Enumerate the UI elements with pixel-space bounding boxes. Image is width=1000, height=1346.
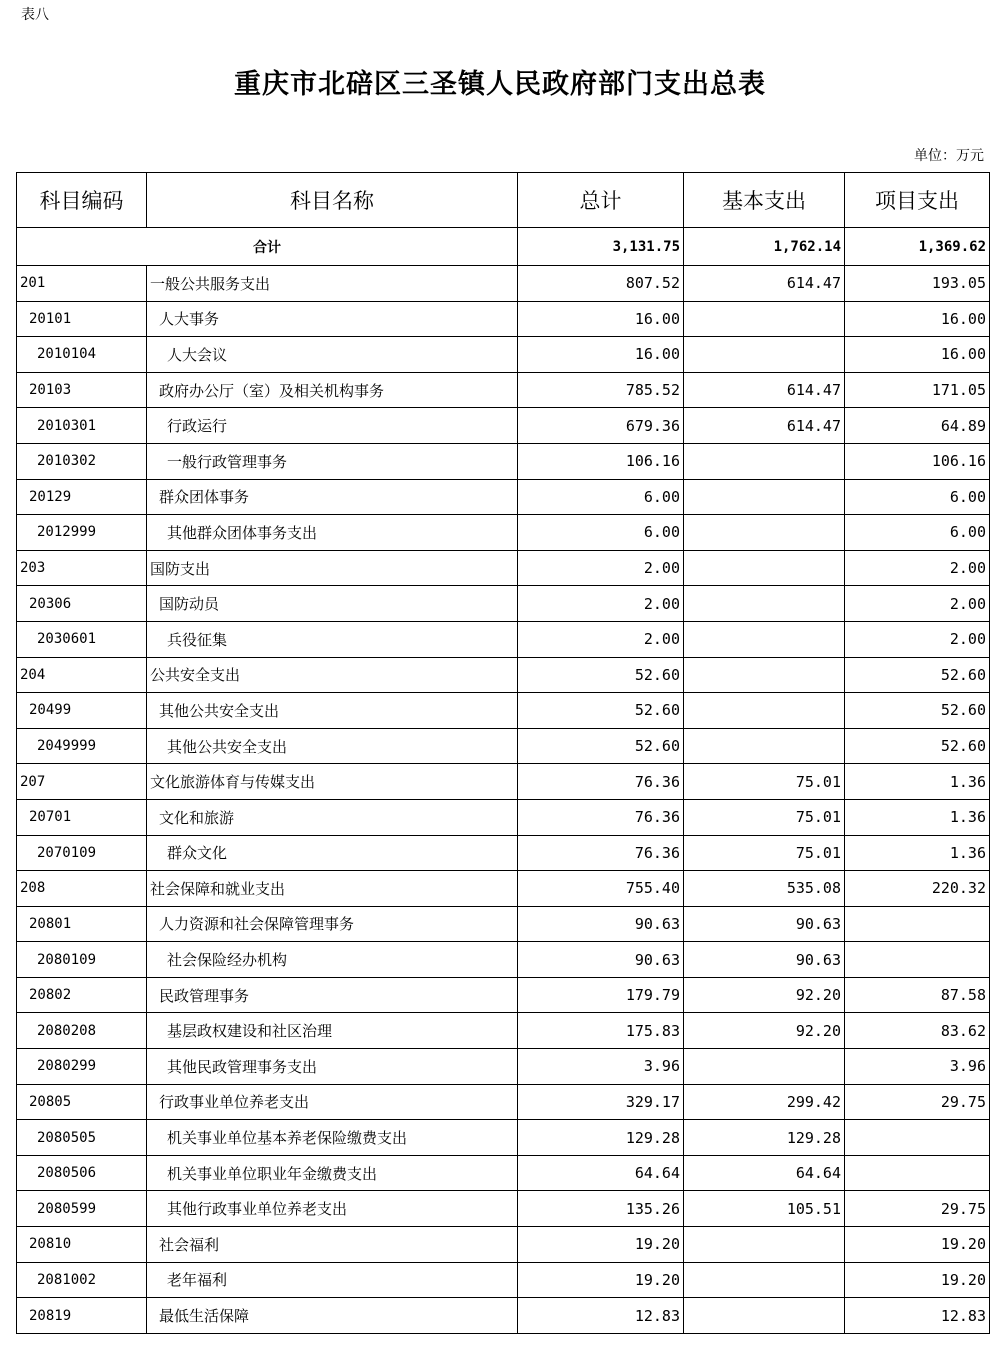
row-code: 207	[17, 764, 147, 800]
row-basic: 75.01	[684, 799, 845, 835]
row-name: 国防支出	[147, 550, 518, 586]
table-row	[17, 515, 990, 551]
row-code: 20129	[17, 479, 147, 515]
row-name: 一般公共服务支出	[147, 266, 518, 302]
row-code: 2030601	[17, 621, 147, 657]
row-total: 135.26	[518, 1191, 684, 1227]
row-code: 201	[17, 266, 147, 302]
row-basic	[684, 443, 845, 479]
row-project: 19.20	[845, 1227, 990, 1263]
row-total: 175.83	[518, 1013, 684, 1049]
table-row	[17, 1227, 990, 1263]
row-basic	[684, 1227, 845, 1263]
row-total: 807.52	[518, 266, 684, 302]
header-name: 科目名称	[147, 173, 518, 228]
row-code: 20499	[17, 693, 147, 729]
row-project: 52.60	[845, 657, 990, 693]
row-total: 19.20	[518, 1227, 684, 1263]
table-row	[17, 1191, 990, 1227]
row-code: 2012999	[17, 515, 147, 551]
row-basic	[684, 1262, 845, 1298]
row-project: 193.05	[845, 266, 990, 302]
row-basic: 535.08	[684, 871, 845, 907]
row-basic	[684, 728, 845, 764]
row-basic: 129.28	[684, 1120, 845, 1156]
row-basic: 75.01	[684, 835, 845, 871]
row-total: 329.17	[518, 1084, 684, 1120]
row-name: 其他群众团体事务支出	[147, 515, 518, 551]
row-name: 社会保险经办机构	[147, 942, 518, 978]
row-project: 2.00	[845, 586, 990, 622]
table-row	[17, 1084, 990, 1120]
row-project: 6.00	[845, 479, 990, 515]
table-row	[17, 871, 990, 907]
row-code: 2070109	[17, 835, 147, 871]
table-row	[17, 728, 990, 764]
total-row	[17, 228, 990, 266]
row-project: 52.60	[845, 728, 990, 764]
row-basic: 614.47	[684, 266, 845, 302]
row-name: 群众文化	[147, 835, 518, 871]
row-total: 106.16	[518, 443, 684, 479]
row-total: 2.00	[518, 621, 684, 657]
row-code: 20810	[17, 1227, 147, 1263]
page-title: 重庆市北碚区三圣镇人民政府部门支出总表	[234, 69, 766, 100]
row-total: 3.96	[518, 1049, 684, 1085]
row-name: 社会保障和就业支出	[147, 871, 518, 907]
table-row	[17, 835, 990, 871]
row-total: 64.64	[518, 1155, 684, 1191]
row-basic: 90.63	[684, 906, 845, 942]
row-project	[845, 942, 990, 978]
table-row	[17, 266, 990, 302]
row-basic: 64.64	[684, 1155, 845, 1191]
table-row	[17, 977, 990, 1013]
row-total: 19.20	[518, 1262, 684, 1298]
table-row	[17, 906, 990, 942]
table-row	[17, 799, 990, 835]
table-tag: 表八	[21, 7, 49, 23]
row-name: 行政运行	[147, 408, 518, 444]
row-project	[845, 906, 990, 942]
row-name: 其他行政事业单位养老支出	[147, 1191, 518, 1227]
row-project: 1.36	[845, 799, 990, 835]
row-basic	[684, 621, 845, 657]
row-basic	[684, 1049, 845, 1085]
row-code: 2049999	[17, 728, 147, 764]
header-code: 科目编码	[17, 173, 147, 228]
row-project: 29.75	[845, 1191, 990, 1227]
row-project: 12.83	[845, 1298, 990, 1334]
row-code: 20101	[17, 301, 147, 337]
row-basic	[684, 550, 845, 586]
row-name: 兵役征集	[147, 621, 518, 657]
expenditure-table	[16, 172, 990, 1334]
row-total: 52.60	[518, 657, 684, 693]
table-row	[17, 372, 990, 408]
row-basic: 92.20	[684, 1013, 845, 1049]
unit-label: 单位：万元	[914, 148, 984, 164]
row-name: 人大会议	[147, 337, 518, 373]
row-total: 52.60	[518, 728, 684, 764]
row-project: 171.05	[845, 372, 990, 408]
row-basic	[684, 693, 845, 729]
row-basic	[684, 301, 845, 337]
header-project: 项目支出	[845, 173, 990, 228]
row-name: 人力资源和社会保障管理事务	[147, 906, 518, 942]
row-total: 755.40	[518, 871, 684, 907]
row-code: 20701	[17, 799, 147, 835]
table-row	[17, 1013, 990, 1049]
row-code: 2080506	[17, 1155, 147, 1191]
row-project: 87.58	[845, 977, 990, 1013]
row-name: 群众团体事务	[147, 479, 518, 515]
table-row	[17, 621, 990, 657]
row-code: 20103	[17, 372, 147, 408]
row-name: 其他民政管理事务支出	[147, 1049, 518, 1085]
table-row	[17, 1155, 990, 1191]
row-basic: 614.47	[684, 372, 845, 408]
row-code: 2080505	[17, 1120, 147, 1156]
row-project: 1.36	[845, 835, 990, 871]
row-name: 国防动员	[147, 586, 518, 622]
row-code: 2080109	[17, 942, 147, 978]
row-total: 16.00	[518, 337, 684, 373]
header-total: 总计	[518, 173, 684, 228]
row-code: 2080599	[17, 1191, 147, 1227]
row-code: 20819	[17, 1298, 147, 1334]
row-code: 2010301	[17, 408, 147, 444]
row-basic: 614.47	[684, 408, 845, 444]
total-project: 1,369.62	[845, 228, 990, 266]
table-row	[17, 1298, 990, 1334]
row-project: 2.00	[845, 550, 990, 586]
row-name: 人大事务	[147, 301, 518, 337]
row-name: 一般行政管理事务	[147, 443, 518, 479]
row-project: 29.75	[845, 1084, 990, 1120]
row-name: 政府办公厅（室）及相关机构事务	[147, 372, 518, 408]
row-total: 679.36	[518, 408, 684, 444]
row-total: 6.00	[518, 479, 684, 515]
row-basic: 92.20	[684, 977, 845, 1013]
row-basic: 105.51	[684, 1191, 845, 1227]
row-basic: 75.01	[684, 764, 845, 800]
row-total: 76.36	[518, 799, 684, 835]
table-row	[17, 479, 990, 515]
row-name: 公共安全支出	[147, 657, 518, 693]
row-project: 19.20	[845, 1262, 990, 1298]
row-basic: 90.63	[684, 942, 845, 978]
row-total: 12.83	[518, 1298, 684, 1334]
row-name: 民政管理事务	[147, 977, 518, 1013]
row-total: 6.00	[518, 515, 684, 551]
row-project: 2.00	[845, 621, 990, 657]
header-basic: 基本支出	[684, 173, 845, 228]
row-name: 文化和旅游	[147, 799, 518, 835]
row-code: 2080299	[17, 1049, 147, 1085]
table-row	[17, 1049, 990, 1085]
row-basic	[684, 586, 845, 622]
row-project: 64.89	[845, 408, 990, 444]
table-row	[17, 1262, 990, 1298]
row-total: 129.28	[518, 1120, 684, 1156]
row-name: 社会福利	[147, 1227, 518, 1263]
row-total: 16.00	[518, 301, 684, 337]
row-code: 20805	[17, 1084, 147, 1120]
row-name: 机关事业单位职业年金缴费支出	[147, 1155, 518, 1191]
row-project: 3.96	[845, 1049, 990, 1085]
row-code: 2010302	[17, 443, 147, 479]
row-total: 76.36	[518, 764, 684, 800]
row-project: 6.00	[845, 515, 990, 551]
table-row	[17, 301, 990, 337]
row-project: 83.62	[845, 1013, 990, 1049]
row-basic	[684, 1298, 845, 1334]
table-row	[17, 693, 990, 729]
row-project: 52.60	[845, 693, 990, 729]
total-basic: 1,762.14	[684, 228, 845, 266]
row-project	[845, 1155, 990, 1191]
row-basic	[684, 337, 845, 373]
row-total: 785.52	[518, 372, 684, 408]
row-project	[845, 1120, 990, 1156]
total-total: 3,131.75	[518, 228, 684, 266]
row-name: 老年福利	[147, 1262, 518, 1298]
row-basic	[684, 657, 845, 693]
row-total: 90.63	[518, 942, 684, 978]
row-name: 基层政权建设和社区治理	[147, 1013, 518, 1049]
table-row	[17, 586, 990, 622]
row-basic: 299.42	[684, 1084, 845, 1120]
table-row	[17, 657, 990, 693]
row-total: 179.79	[518, 977, 684, 1013]
row-code: 2010104	[17, 337, 147, 373]
row-project: 1.36	[845, 764, 990, 800]
row-code: 2080208	[17, 1013, 147, 1049]
row-code: 204	[17, 657, 147, 693]
row-project: 16.00	[845, 301, 990, 337]
row-name: 最低生活保障	[147, 1298, 518, 1334]
row-name: 行政事业单位养老支出	[147, 1084, 518, 1120]
row-total: 52.60	[518, 693, 684, 729]
row-project: 16.00	[845, 337, 990, 373]
row-code: 20801	[17, 906, 147, 942]
table-row	[17, 408, 990, 444]
table-row	[17, 942, 990, 978]
row-total: 2.00	[518, 550, 684, 586]
row-total: 90.63	[518, 906, 684, 942]
row-total: 76.36	[518, 835, 684, 871]
row-project: 220.32	[845, 871, 990, 907]
table-row	[17, 443, 990, 479]
total-label: 合计	[17, 228, 518, 266]
table-row	[17, 550, 990, 586]
row-name: 其他公共安全支出	[147, 728, 518, 764]
row-basic	[684, 515, 845, 551]
row-project: 106.16	[845, 443, 990, 479]
row-name: 其他公共安全支出	[147, 693, 518, 729]
table-row	[17, 1120, 990, 1156]
row-name: 机关事业单位基本养老保险缴费支出	[147, 1120, 518, 1156]
row-code: 20802	[17, 977, 147, 1013]
table-row	[17, 337, 990, 373]
row-code: 20306	[17, 586, 147, 622]
header-row	[17, 173, 990, 228]
row-basic	[684, 479, 845, 515]
row-code: 2081002	[17, 1262, 147, 1298]
row-code: 203	[17, 550, 147, 586]
table-row	[17, 764, 990, 800]
row-total: 2.00	[518, 586, 684, 622]
row-code: 208	[17, 871, 147, 907]
row-name: 文化旅游体育与传媒支出	[147, 764, 518, 800]
